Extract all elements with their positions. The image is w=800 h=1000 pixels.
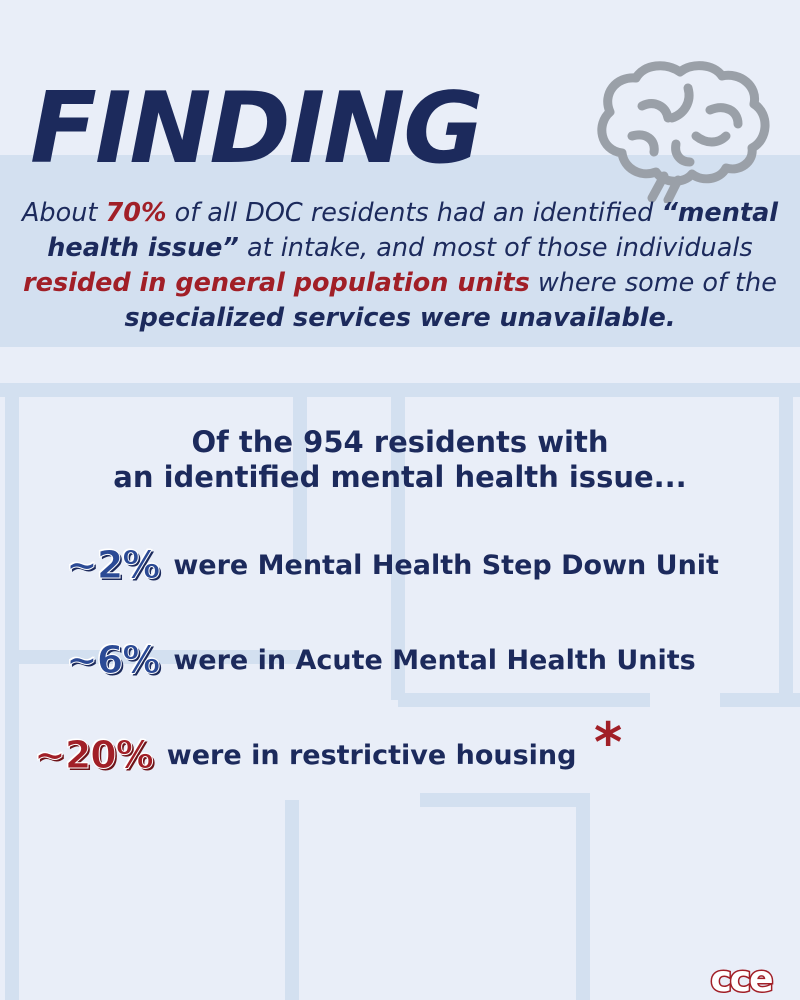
stat-value: ~20% — [34, 733, 153, 777]
subhead-line-1: Of the 954 residents with — [191, 425, 609, 459]
finding-percentage: 70% — [105, 198, 167, 228]
stat-value: ~2% — [66, 543, 160, 587]
finding-part1: About — [21, 198, 106, 228]
stat-row — [34, 730, 576, 780]
finding-text — [0, 196, 800, 336]
asterisk-note-mark: * — [594, 711, 623, 774]
finding-term: “mental health issue” — [47, 198, 779, 263]
finding-part2: of all DOC residents had an identified — [166, 198, 662, 228]
stat-label: were Mental Health Step Down Unit — [173, 549, 719, 581]
subhead — [0, 425, 800, 495]
stat-label: were in Acute Mental Health Units — [173, 644, 696, 676]
stat-row — [66, 635, 696, 685]
brain-icon — [592, 58, 777, 203]
finding-highlight: resided in general population units — [23, 268, 530, 298]
headline: FINDING — [30, 72, 482, 186]
finding-part4: where some of the — [529, 268, 777, 298]
finding-part3: at intake, and most of those individuals — [238, 233, 753, 263]
finding-emphasis: specialized services were unavailable. — [124, 303, 676, 333]
stat-row — [66, 540, 719, 590]
logo-text: cce — [710, 960, 772, 998]
subhead-line-2: an identified mental health issue... — [113, 460, 687, 494]
cce-logo — [686, 960, 796, 998]
stat-value: ~6% — [66, 638, 160, 682]
stat-label: were in restrictive housing — [166, 739, 577, 771]
